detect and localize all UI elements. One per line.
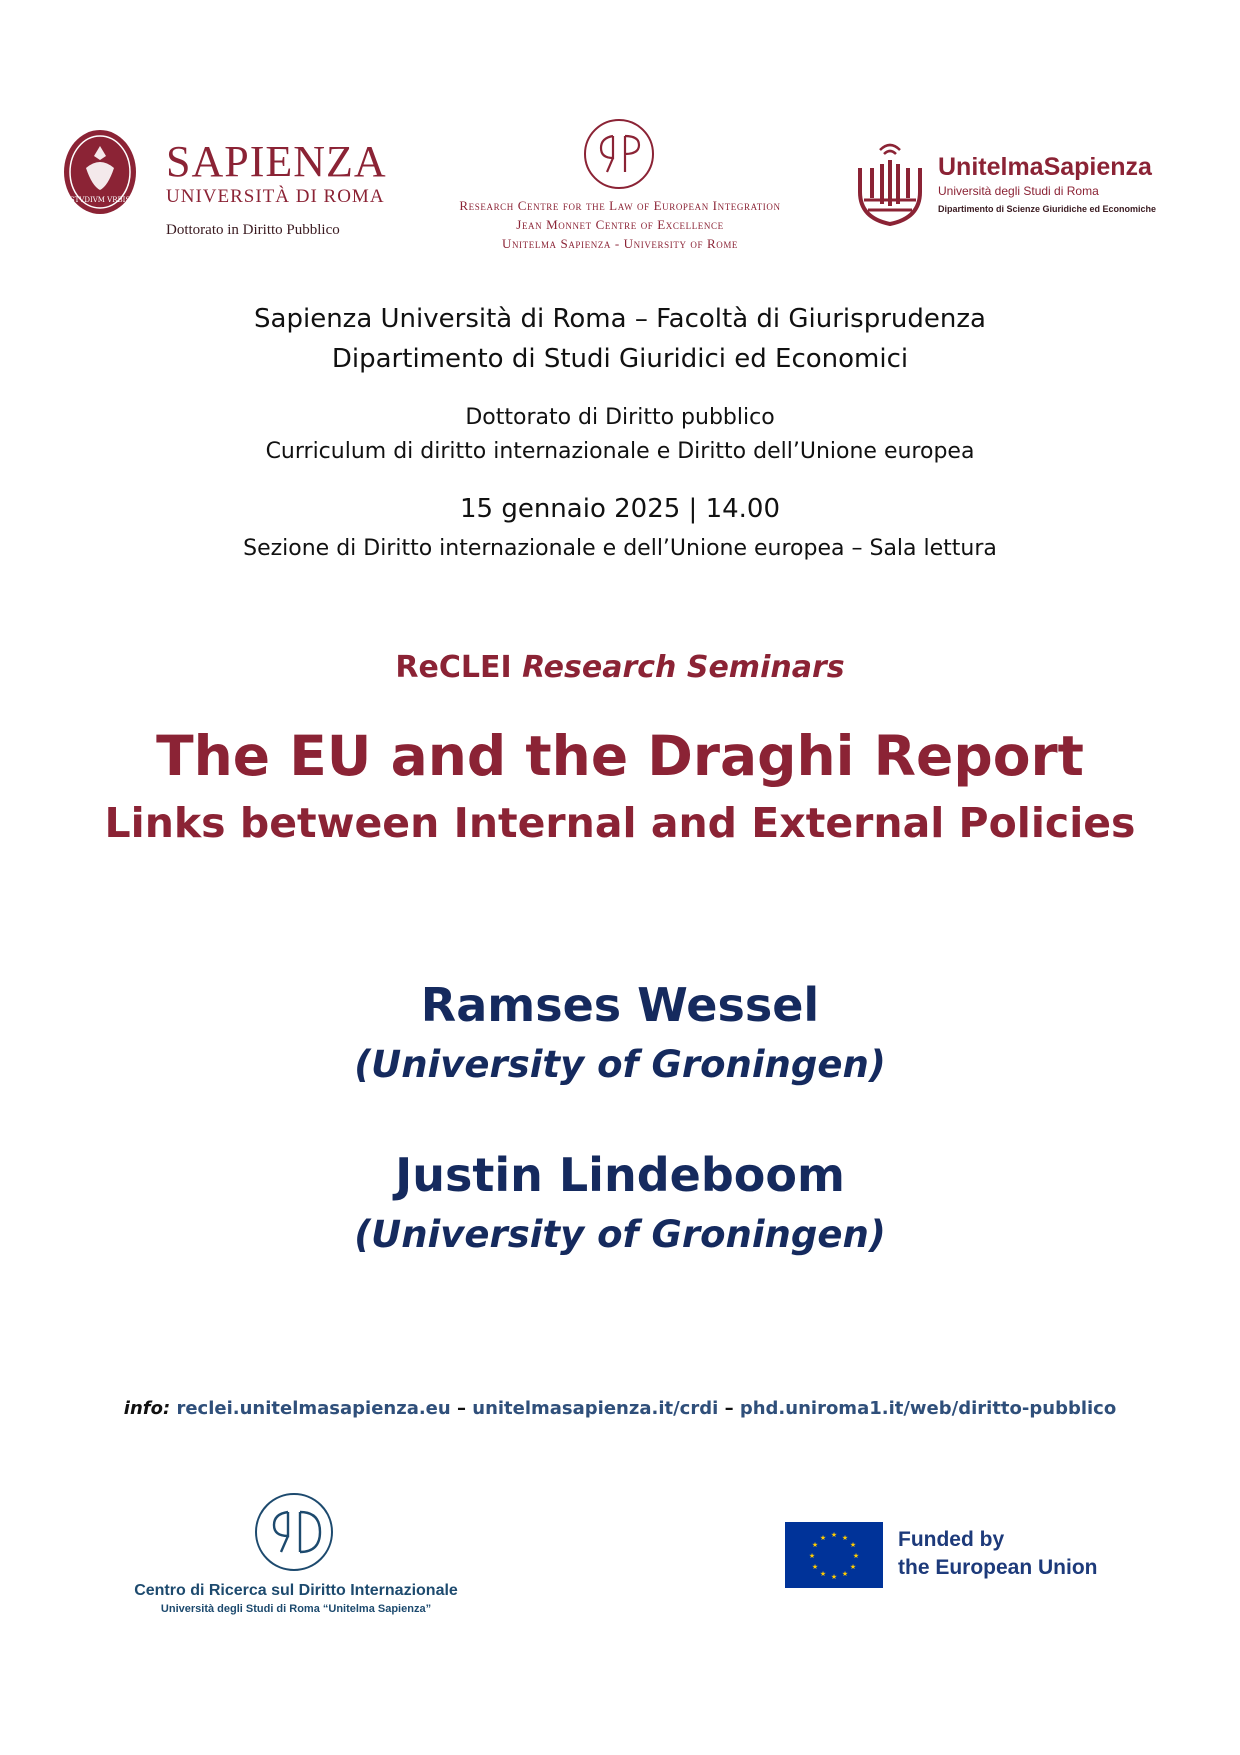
sapienza-name: SAPIENZA [166, 137, 387, 186]
info-line [0, 1398, 1240, 1419]
svg-text:★: ★ [811, 1541, 819, 1549]
eu-funding-text [898, 1526, 1098, 1582]
crdi-subtitle: Università degli Studi di Roma “Unitelma Sapienza” [160, 1603, 432, 1615]
program-line2: Curriculum di diritto internazionale e Diritto dell’Unione europea [265, 439, 975, 464]
research-centre-line2: Jean Monnet Centre of Excellence [516, 217, 724, 232]
research-centre-monogram-icon [583, 118, 655, 190]
sapienza-subtitle: UNIVERSITÀ DI ROMA [166, 186, 385, 207]
series-label: Research Seminars [522, 650, 845, 685]
unitelma-logo-icon [852, 138, 928, 228]
event-date-time: 15 gennaio 2025 | 14.00 [459, 494, 781, 524]
crdi-name: Centro di Ricerca sul Diritto Internazionale [134, 1582, 458, 1599]
speaker-name: Ramses Wessel [420, 978, 820, 1032]
unitelma-department: Dipartimento di Scienze Giuridiche ed Economiche [938, 204, 1157, 214]
crdi-link[interactable]: unitelmasapienza.it/crdi [472, 1398, 719, 1419]
speaker-name: Justin Lindeboom [395, 1148, 845, 1202]
svg-text:★: ★ [830, 1531, 838, 1539]
seminar-title: The EU and the Draghi Report [156, 724, 1084, 788]
eu-funding-line1: Funded by [898, 1528, 1005, 1551]
svg-text:★: ★ [830, 1573, 838, 1581]
eu-funding-line2: the European Union [898, 1556, 1098, 1579]
research-centre-line1: Research Centre for the Law of European Integration [459, 198, 781, 213]
series-heading [0, 650, 1240, 685]
header-line2: Dipartimento di Studi Giuridici ed Economici [331, 344, 909, 374]
research-centre-line3: Unitelma Sapienza - University of Rome [501, 236, 739, 251]
svg-text:★: ★ [811, 1563, 819, 1571]
unitelma-name: UnitelmaSapienza [938, 153, 1152, 181]
header-line1: Sapienza Università di Roma – Facoltà di Giurisprudenza [254, 304, 986, 334]
svg-text:STVDIVM VRBIS: STVDIVM VRBIS [69, 196, 131, 204]
speaker-affiliation: (University of Groningen) [354, 1043, 886, 1086]
crdi-monogram-icon [254, 1492, 334, 1572]
info-separator: – [718, 1398, 740, 1419]
reclei-link[interactable]: reclei.unitelmasapienza.eu [176, 1398, 451, 1419]
svg-text:★: ★ [849, 1541, 857, 1549]
svg-text:★: ★ [849, 1563, 857, 1571]
svg-text:★: ★ [841, 1570, 849, 1578]
unitelma-subtitle: Università degli Studi di Roma [938, 184, 1099, 198]
sapienza-program: Dottorato in Diritto Pubblico [166, 222, 340, 238]
svg-text:★: ★ [819, 1570, 827, 1578]
svg-text:★: ★ [808, 1552, 816, 1560]
phd-link[interactable]: phd.uniroma1.it/web/diritto-pubblico [739, 1398, 1117, 1419]
eu-flag-icon [785, 1522, 883, 1588]
event-location: Sezione di Diritto internazionale e dell’Unione europea – Sala lettura [243, 536, 997, 561]
svg-text:★: ★ [841, 1534, 849, 1542]
program-line1: Dottorato di Diritto pubblico [465, 405, 775, 430]
info-label: info: [123, 1398, 171, 1419]
svg-text:★: ★ [819, 1534, 827, 1542]
svg-text:★: ★ [852, 1552, 860, 1560]
speaker-affiliation: (University of Groningen) [354, 1213, 886, 1256]
seminar-subtitle: Links between Internal and External Policies [104, 799, 1136, 847]
info-separator: – [450, 1398, 473, 1419]
series-name: ReCLEI [395, 650, 512, 685]
sapienza-seal-icon [62, 128, 138, 216]
